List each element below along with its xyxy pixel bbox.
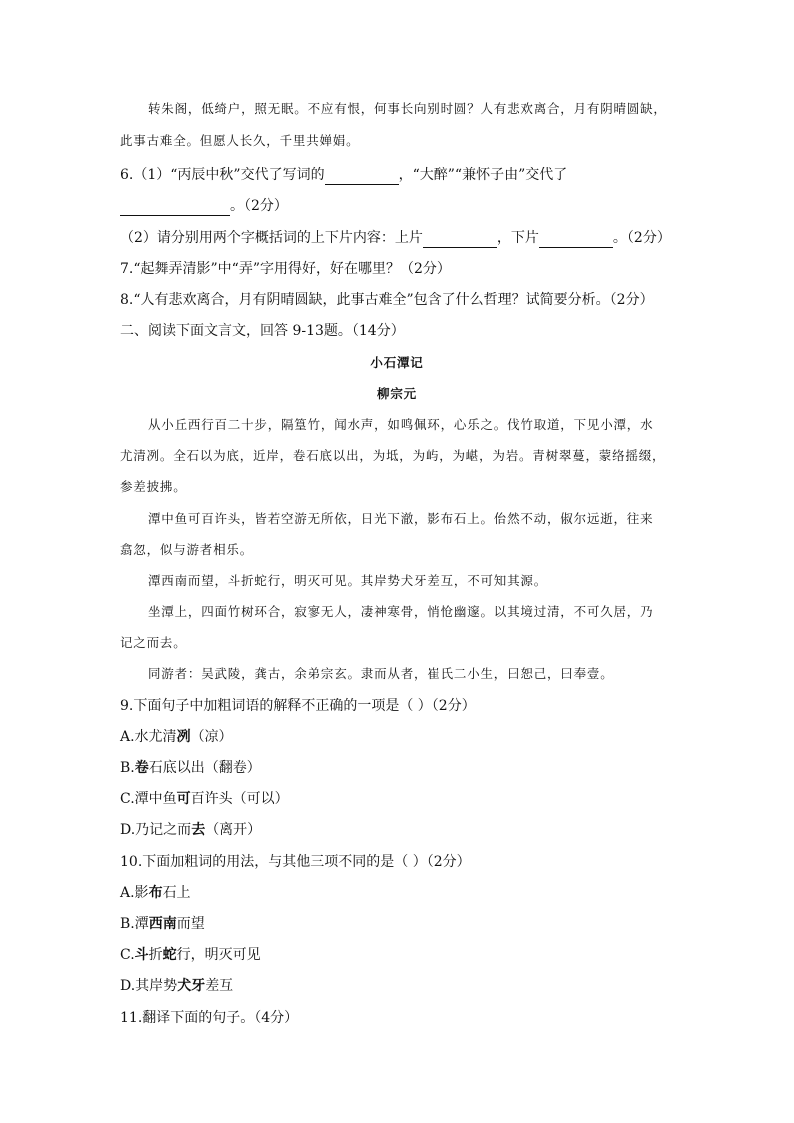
option-d: D.乃记之而去（离开） [120, 822, 262, 838]
question-7: 7.“起舞弄清影”中“弄”字用得好，好在哪里？（2分） [120, 261, 451, 277]
article-author: 柳宗元 [377, 386, 417, 401]
article-line: 潭西南而望，斗折蛇行，明灭可见。其岸势犬牙差互，不可知其源。 [148, 573, 548, 588]
question-11: 11.翻译下面的句子。（4分） [120, 1010, 299, 1026]
article-line: 坐潭上，四面竹树环合，寂寥无人，凄神寒骨，悄怆幽邃。以其境过清，不可久居，乃 [148, 604, 654, 619]
answer-blank[interactable] [120, 200, 230, 216]
option-c: C.潭中鱼可百许头（可以） [120, 791, 289, 807]
option-c: C.斗折蛇行，明灭可见 [120, 947, 261, 963]
article-line: 同游者：吴武陵，龚古，余弟宗玄。隶而从者，崔氏二小生，曰恕己，曰奉壹。 [148, 666, 614, 681]
option-b: B.潭西南而望 [120, 916, 205, 932]
option-d: D.其岸势犬牙差互 [120, 978, 234, 994]
question-9: 9.下面句子中加粗词语的解释不正确的一项是（ ）（2分） [120, 698, 476, 714]
article-line: 翕忽，似与游者相乐。 [120, 542, 254, 557]
article-line: 记之而去。 [120, 635, 187, 650]
section-2-heading: 二、阅读下面文言文，回答 9-13题。（14分） [120, 323, 405, 339]
article-line: 尤清冽。全石以为底，近岸，卷石底以出，为坻，为屿，为嵁，为岩。青树翠蔓，蒙络摇缀， [120, 448, 666, 463]
article-line: 潭中鱼可百许头，皆若空游无所依，日光下澈，影布石上。佁然不动，俶尔远逝，往来 [148, 511, 654, 526]
poem-line: 转朱阁，低绮户，照无眠。不应有恨，何事长向别时圆？人有悲欢离合，月有阴晴圆缺， [148, 101, 667, 116]
article-title: 小石潭记 [370, 355, 424, 370]
option-a: A.水尤清冽（凉） [120, 729, 233, 745]
question-6-part2: （2）请分别用两个字概括词的上下片内容：上片 ，下片 。（2分） [120, 230, 671, 246]
poem-line: 此事古难全。但愿人长久，千里共婵娟。 [120, 133, 360, 148]
answer-blank[interactable] [423, 232, 497, 248]
question-10: 10.下面加粗词的用法，与其他三项不同的是（ ）（2分） [120, 854, 471, 870]
article-line: 参差披拂。 [120, 479, 187, 494]
answer-blank[interactable] [325, 169, 399, 185]
question-6-part1: 6.（1）“丙辰中秋”交代了写词的 ，“大醉”“兼怀子由”交代了 [120, 167, 568, 183]
question-6-part1-cont: 。（2分） [120, 196, 288, 216]
option-b: B.卷石底以出（翻卷） [120, 760, 261, 776]
question-8: 8.“人有悲欢离合，月有阴晴圆缺，此事古难全”包含了什么哲理？试简要分析。（2分） [120, 292, 654, 308]
answer-blank[interactable] [539, 232, 613, 248]
option-a: A.影布石上 [120, 885, 191, 901]
article-line: 从小丘西行百二十步，隔篁竹，闻水声，如鸣佩环，心乐之。伐竹取道，下见小潭，水 [148, 417, 654, 432]
